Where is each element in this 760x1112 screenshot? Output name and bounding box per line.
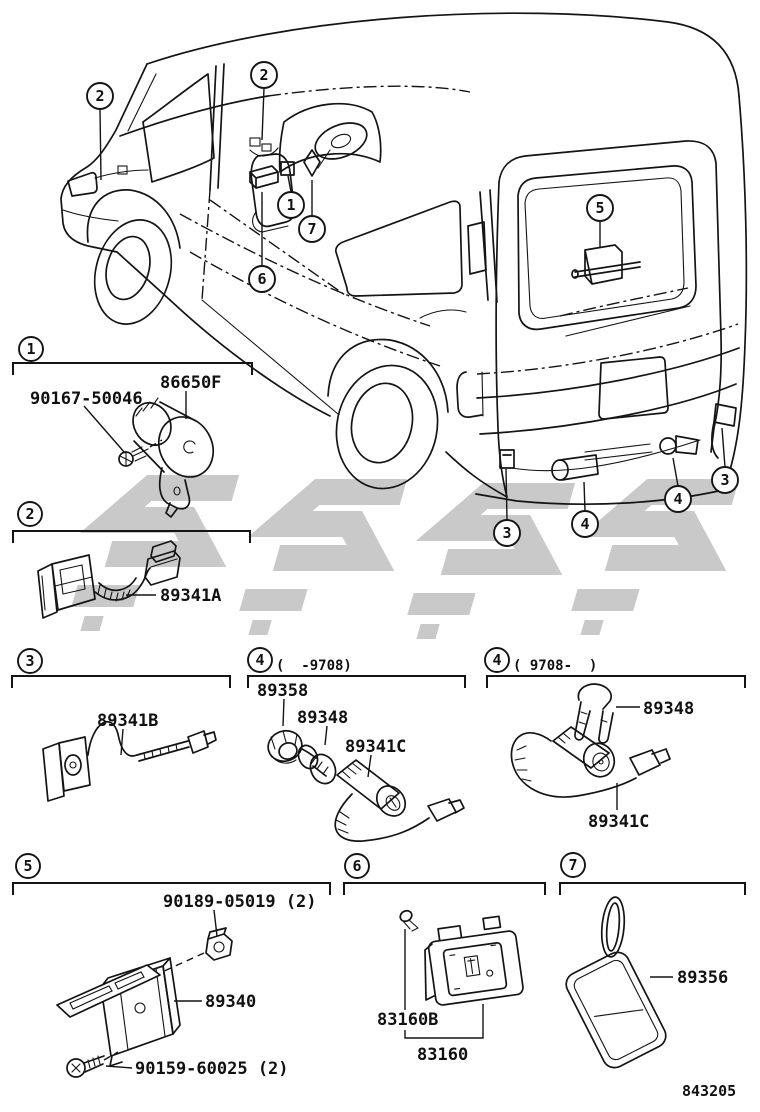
section-number: 6: [352, 857, 362, 875]
section-number: 2: [25, 505, 35, 523]
part-label: 89341B: [97, 711, 159, 731]
section-3: [12, 649, 230, 801]
van-callout-4-left: [572, 482, 598, 537]
van-callout-3-right: [712, 428, 738, 493]
part-label: 89356: [677, 968, 729, 988]
watermark: [64, 488, 735, 639]
part-label: 90159-60025 (2): [135, 1059, 289, 1079]
section-3-bracket: [12, 676, 230, 688]
section-7: [560, 853, 745, 1072]
callout-number: 7: [307, 220, 317, 238]
part-label: 89340: [205, 992, 257, 1012]
van-callout-2-dash: [251, 62, 277, 140]
callout-number: 5: [595, 199, 605, 217]
part-label: 89348: [297, 708, 349, 728]
section-6-bracket: [344, 883, 545, 895]
section-number: 7: [568, 856, 578, 874]
drawing-number: 843205: [682, 1082, 737, 1100]
part-label: 89341A: [160, 586, 222, 606]
part-label: 83160B: [377, 1010, 439, 1030]
van-callout-5: [587, 195, 613, 247]
section-number: 3: [25, 652, 35, 670]
section-date-note: ( -9708): [276, 658, 352, 674]
callout-number: 3: [502, 524, 512, 542]
section-4-early: [248, 648, 465, 841]
section-4-late-bracket: [487, 676, 745, 688]
section-number: 1: [26, 340, 36, 358]
section-7-bracket: [560, 883, 745, 895]
callout-number: 6: [257, 270, 267, 288]
callout-number: 4: [673, 490, 683, 508]
callout-number: 1: [286, 196, 296, 214]
callout-number: 3: [720, 471, 730, 489]
part-label: 89348: [643, 699, 695, 719]
section-number: 4: [255, 651, 265, 669]
van-callout-2-front: [87, 83, 113, 180]
part-drawing-89356: [562, 896, 673, 1072]
section-number: 4: [492, 651, 502, 669]
section-5: [13, 854, 330, 1079]
part-label: 89341C: [345, 737, 407, 757]
section-6: [344, 854, 545, 1065]
part-label: 89341C: [588, 812, 650, 832]
part-label: 90189-05019 (2): [163, 892, 317, 912]
section-number: 5: [23, 857, 33, 875]
section-4-late: [485, 648, 745, 832]
part-label: 89358: [257, 681, 309, 701]
section-date-note: ( 9708- ): [513, 658, 598, 674]
callout-number: 2: [259, 66, 269, 84]
van-callout-6: [249, 192, 275, 292]
callout-number: 4: [580, 515, 590, 533]
part-label: 83160: [417, 1045, 469, 1065]
part-label: 90167-50046: [30, 389, 143, 409]
van-illustration: [61, 13, 746, 504]
part-drawing-89341B: [43, 722, 216, 801]
callout-number: 2: [95, 87, 105, 105]
part-label: 86650F: [160, 373, 222, 393]
part-drawing-89358-89348-89341C: [264, 699, 464, 841]
